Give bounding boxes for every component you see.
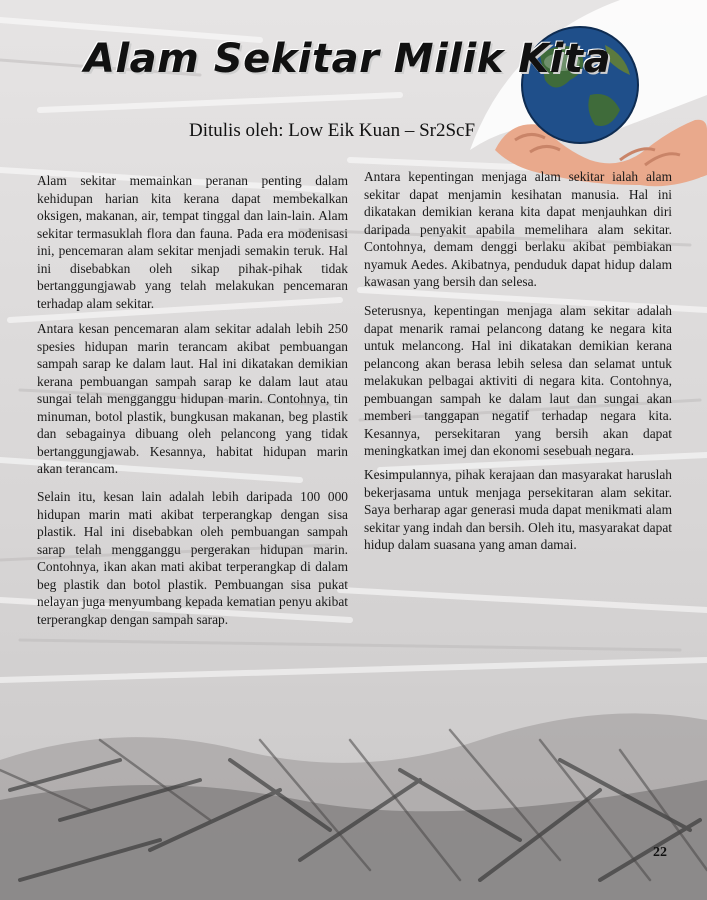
left-column xyxy=(37,172,348,312)
paragraph-conclusion: Kesimpulannya, pihak kerajaan dan masyarakat haruslah bekerjasama untuk menjaga persekitaran alam sekitar. Saya berharap agar generasi muda dapat menikmati alam sekitar yang indah dan bersih. Oleh itu, masyarakat dapat hidup dalam suasana yang aman damai. xyxy=(364,467,672,552)
right-column-3 xyxy=(364,466,672,554)
paragraph-intro: Alam sekitar memainkan peranan penting dalam kehidupan harian kita kerana dapat membekalkan oksigen, makanan, air, tempat tinggal dan lain-lain. Alam sekitar termasuklah flora dan fauna. Pada era modenisasi ini, pencemaran alam sekitar menjadi semakin teruk. Hal ini disebabkan oleh sikap pihak-pihak tidak bertanggungjawab yang telah melakukan pencemaran terhadap alam sekitar. xyxy=(37,173,348,311)
paragraph-tourism: Seterusnya, kepentingan menjaga alam sekitar adalah dapat menarik ramai pelancong datang ke negara kita untuk melancong. Hal ini dikatakan demikian kerana pelancong akan berasa lebih selesa dan selamat untuk melakukan pelbagai aktiviti di negara kita. Contohnya, pembuangan sampah ke dalam laut dan sungai akan memberi tanggapan negatif terhadap negara kita. Kesannya, persekitaran yang bersih akan dapat meningkatkan imej dan ekonomi sesebuah negara. xyxy=(364,303,672,458)
left-column-2 xyxy=(37,320,348,478)
page-title: Alam Sekitar Milik Kita xyxy=(84,36,612,82)
left-column-3 xyxy=(37,488,348,628)
right-column xyxy=(364,168,672,291)
page-number: 22 xyxy=(653,845,667,860)
paragraph-marine-threat: Antara kesan pencemaran alam sekitar adalah lebih 250 spesies hidupan marin terancam akibat pembuangan sampah sarap ke dalam laut. Hal ini dikatakan demikian kerana pembuangan sampah sarap ke dalam laut atau sungai telah mengganggu hidupan marin. Contohnya, tin minuman, botol plastik, bungkusan makanan, beg plastik dan sebagainya dibuang oleh pelancong yang tidak bertanggungjawab. Kesannya, habitat hidupan marin akan terancam. xyxy=(37,321,348,476)
author-byline: Ditulis oleh: Low Eik Kuan – Sr2ScF xyxy=(189,120,476,141)
paragraph-plastic-deaths: Selain itu, kesan lain adalah lebih daripada 100 000 hidupan marin mati akibat terperangkap dengan sisa plastik. Hal ini disebabkan oleh pembuangan sampah sarap telah mengganggu pergerakan hidupan marin. Contohnya, ikan akan mati akibat terperangkap di dalam beg plastik dan botol plastik. Pembuangan sisa pukat nelayan juga menyumbang kepada kematian penyu akibat terperangkap dengan sampah sarap. xyxy=(37,489,348,627)
right-column-2 xyxy=(364,302,672,460)
paragraph-health: Antara kepentingan menjaga alam sekitar ialah alam sekitar dapat menjamin kesihatan manusia. Hal ini dikatakan demikian kerana kita dapat menjauhkan diri daripada penyakit apabila memelihara alam sekitar. Contohnya, demam denggi berlaku akibat pembiakan nyamuk Aedes. Akibatnya, penduduk dapat hidup dalam kawasan yang bersih dan selesa. xyxy=(364,169,672,289)
